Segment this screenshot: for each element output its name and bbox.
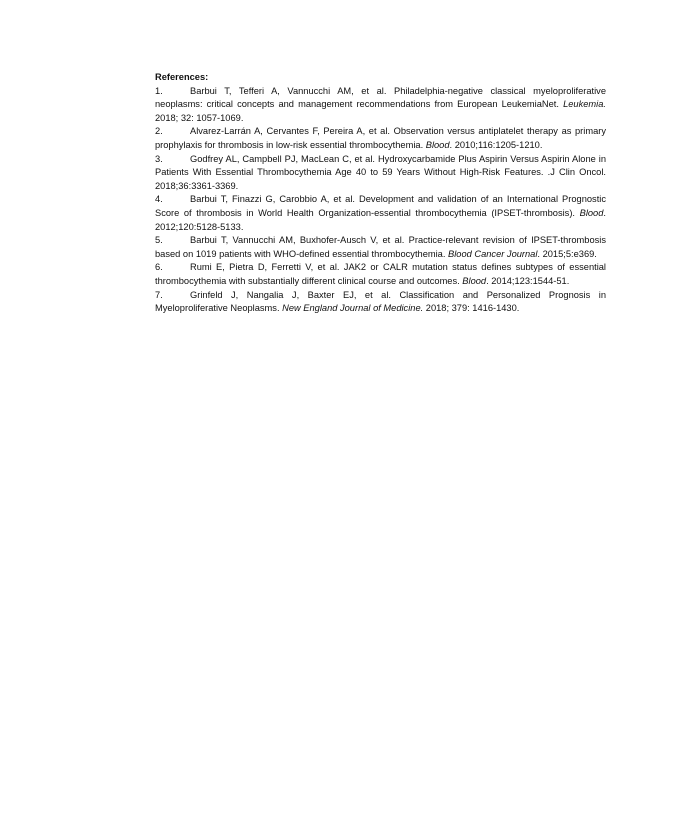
reference-journal: Blood Cancer Journal <box>448 248 538 259</box>
reference-citation: . 2012;120:5128-5133. <box>155 207 606 232</box>
reference-number: 5. <box>155 235 163 246</box>
reference-item-2 <box>155 125 606 152</box>
reference-number: 2. <box>155 126 163 137</box>
reference-number: 1. <box>155 85 163 96</box>
reference-journal: New England Journal of Medicine. <box>282 303 424 314</box>
reference-number: 7. <box>155 289 163 300</box>
reference-journal: Blood <box>462 275 487 286</box>
reference-item-3 <box>155 153 606 194</box>
reference-item-1 <box>155 85 606 126</box>
reference-citation: . 2010;116:1205-1210. <box>449 139 543 150</box>
reference-item-6 <box>155 261 606 288</box>
reference-item-7 <box>155 289 606 316</box>
reference-citation: 2018; 32: 1057-1069. <box>155 112 244 123</box>
reference-text: Godfrey AL, Campbell PJ, MacLean C, et al. Hydroxycarbamide Plus Aspirin Versus Aspirin Alone in Patients With Essential Thrombocythemia Age 40 to 59 Years Without High-Risk Features. .J Clin Oncol. 2018;36:3361-3369. <box>155 153 606 191</box>
references-heading: References: <box>155 72 209 82</box>
reference-text: Barbui T, Tefferi A, Vannucchi AM, et al. Philadelphia-negative classical myeloproliferative neoplasms: critical concepts and management recommendations from European LeukemiaNet. <box>155 85 606 110</box>
reference-text: Barbui T, Finazzi G, Carobbio A, et al. Development and validation of an International Prognostic Score of thrombosis in World Health Organization-essential thrombocythemia (IPSET-thrombosis). <box>155 194 606 218</box>
reference-citation: 2018; 379: 1416-1430. <box>423 303 520 314</box>
reference-citation: . 2015;5:e369. <box>537 248 597 259</box>
reference-journal: Blood <box>579 207 604 218</box>
reference-number: 4. <box>155 194 163 205</box>
reference-journal: Blood <box>425 139 450 150</box>
reference-number: 6. <box>155 262 163 273</box>
references-section <box>155 71 606 316</box>
reference-text: Barbui T, Vannucchi AM, Buxhofer-Ausch V, et al. Practice-relevant revision of IPSET-thrombosis based on 1019 patients with WHO-defined essential thrombocythemia. <box>155 235 606 259</box>
reference-number: 3. <box>155 153 163 164</box>
references-list <box>155 85 606 316</box>
reference-text: Grinfeld J, Nangalia J, Baxter EJ, et al. Classification and Personalized Prognosis in Myeloproliferative Neoplasms. <box>155 289 606 314</box>
reference-citation: . 2014;123:1544-51. <box>486 275 570 286</box>
reference-text: Rumi E, Pietra D, Ferretti V, et al. JAK2 or CALR mutation status defines subtypes of essential thrombocythemia with substantially different clinical course and outcomes. <box>155 262 606 286</box>
reference-text: Alvarez-Larrán A, Cervantes F, Pereira A, et al. Observation versus antiplatelet therapy as primary prophylaxis for thrombosis in low-risk essential thrombocythemia. <box>155 126 606 150</box>
reference-journal: Leukemia. <box>563 99 606 110</box>
reference-item-5 <box>155 234 606 261</box>
reference-item-4 <box>155 193 606 234</box>
